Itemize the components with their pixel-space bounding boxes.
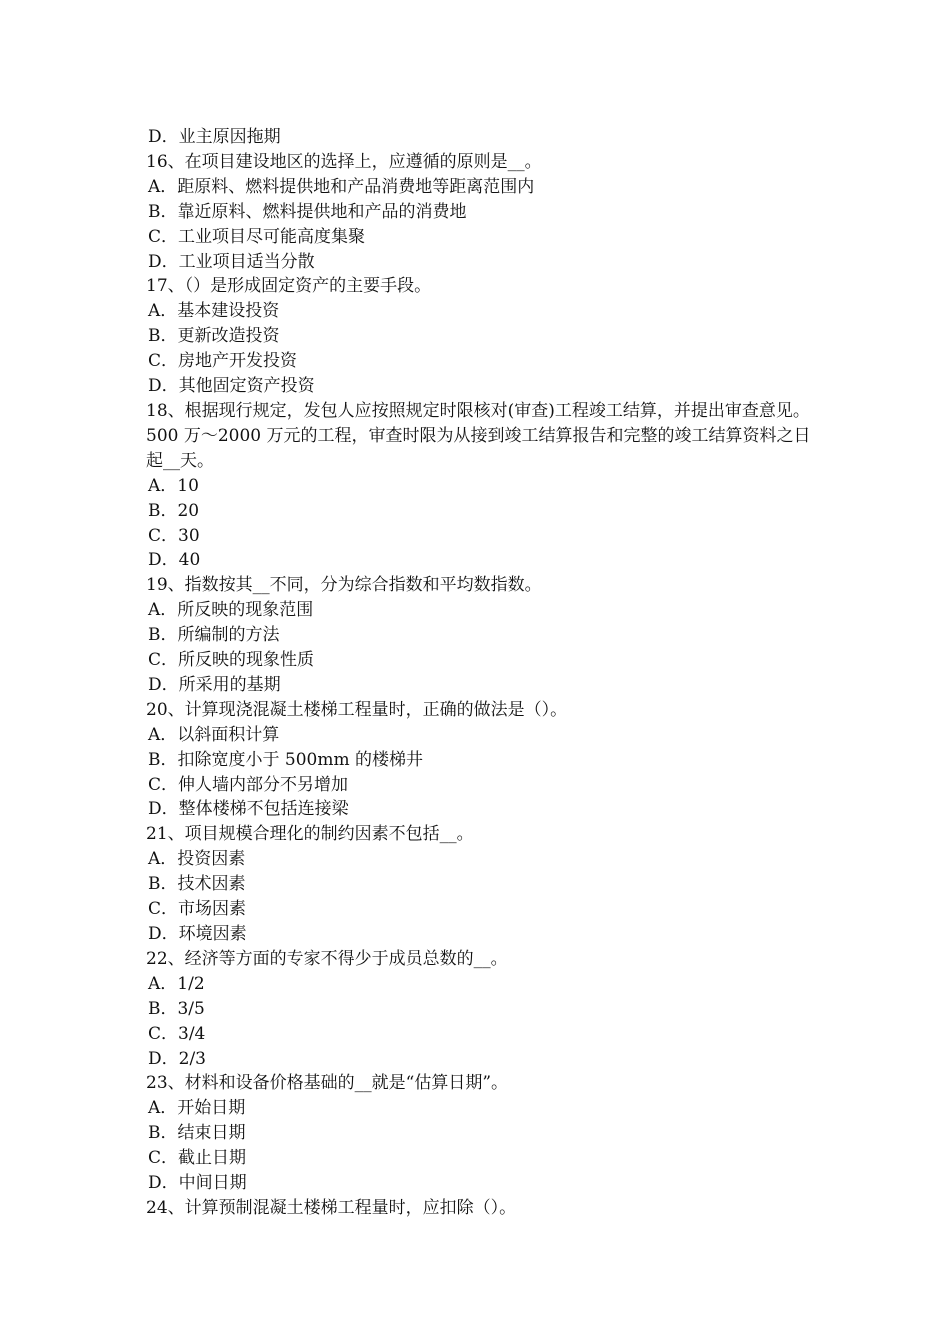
document-page	[146, 125, 816, 1221]
option-b: B．结束日期	[148, 1123, 246, 1144]
question-stem: 20、计算现浇混凝土楼梯工程量时，正确的做法是（）。	[146, 699, 568, 720]
option-d: D．2/3	[148, 1048, 206, 1069]
option-c: C．工业项目尽可能高度集聚	[148, 226, 366, 247]
question-stem: 24、计算预制混凝土楼梯工程量时，应扣除（）。	[146, 1197, 517, 1218]
question-stem: 18、根据现行规定，发包人应按照规定时限核对(审查)工程竣工结算，并提出审查意见。500 万～2000 万元的工程，审查时限为从接到竣工结算报告和完整的竣工结算资料之日起__天。	[146, 400, 811, 471]
question-stem: 16、在项目建设地区的选择上，应遵循的原则是__。	[146, 151, 542, 172]
question-20	[146, 698, 816, 823]
option-b: B．扣除宽度小于 500mm 的楼梯井	[148, 749, 423, 770]
option-a: A．所反映的现象范围	[148, 600, 314, 621]
option-a: A．10	[148, 475, 199, 496]
leading-option: D．业主原因拖期	[148, 127, 281, 147]
question-24	[146, 1196, 816, 1221]
option-d: D．所采用的基期	[148, 674, 281, 695]
option-b: B．更新改造投资	[148, 326, 280, 347]
option-a: A．距原料、燃料提供地和产品消费地等距离范围内	[148, 176, 535, 197]
option-b: B．所编制的方法	[148, 625, 280, 646]
question-21	[146, 822, 816, 947]
question-18	[146, 399, 816, 573]
question-stem: 17、（）是形成固定资产的主要手段。	[146, 276, 432, 297]
option-c: C．市场因素	[148, 899, 247, 920]
option-d: D．整体楼梯不包括连接梁	[148, 799, 349, 820]
option-c: C．3/4	[148, 1023, 206, 1044]
question-19	[146, 573, 816, 698]
question-stem: 21、项目规模合理化的制约因素不包括__。	[146, 824, 474, 845]
question-stem: 22、经济等方面的专家不得少于成员总数的__。	[146, 948, 508, 969]
option-b: B．3/5	[148, 998, 205, 1019]
question-23	[146, 1071, 816, 1196]
option-a: A．投资因素	[148, 849, 246, 870]
option-b: B．技术因素	[148, 874, 246, 895]
option-b: B．20	[148, 500, 200, 521]
option-c: C．所反映的现象性质	[148, 650, 315, 671]
option-d: D．其他固定资产投资	[148, 376, 315, 397]
question-16	[146, 150, 816, 275]
option-c: C．截止日期	[148, 1148, 247, 1169]
question-stem: 19、指数按其__不同，分为综合指数和平均数指数。	[146, 575, 542, 596]
option-c: C．伸人墙内部分不另增加	[148, 774, 349, 795]
option-d: D．工业项目适当分散	[148, 251, 315, 272]
option-d: D．环境因素	[148, 924, 247, 944]
option-b: B．靠近原料、燃料提供地和产品的消费地	[148, 201, 467, 222]
option-a: A．以斜面积计算	[148, 724, 280, 745]
option-a: A．1/2	[148, 973, 205, 994]
question-stem: 23、材料和设备价格基础的__就是“估算日期”。	[146, 1073, 509, 1094]
question-17	[146, 274, 816, 399]
option-c: C．房地产开发投资	[148, 351, 298, 372]
option-d: D．40	[148, 550, 201, 571]
option-d: D．中间日期	[148, 1173, 247, 1194]
option-a: A．开始日期	[148, 1098, 246, 1119]
option-a: A．基本建设投资	[148, 301, 280, 322]
question-22	[146, 947, 816, 1072]
option-c: C．30	[148, 525, 200, 546]
